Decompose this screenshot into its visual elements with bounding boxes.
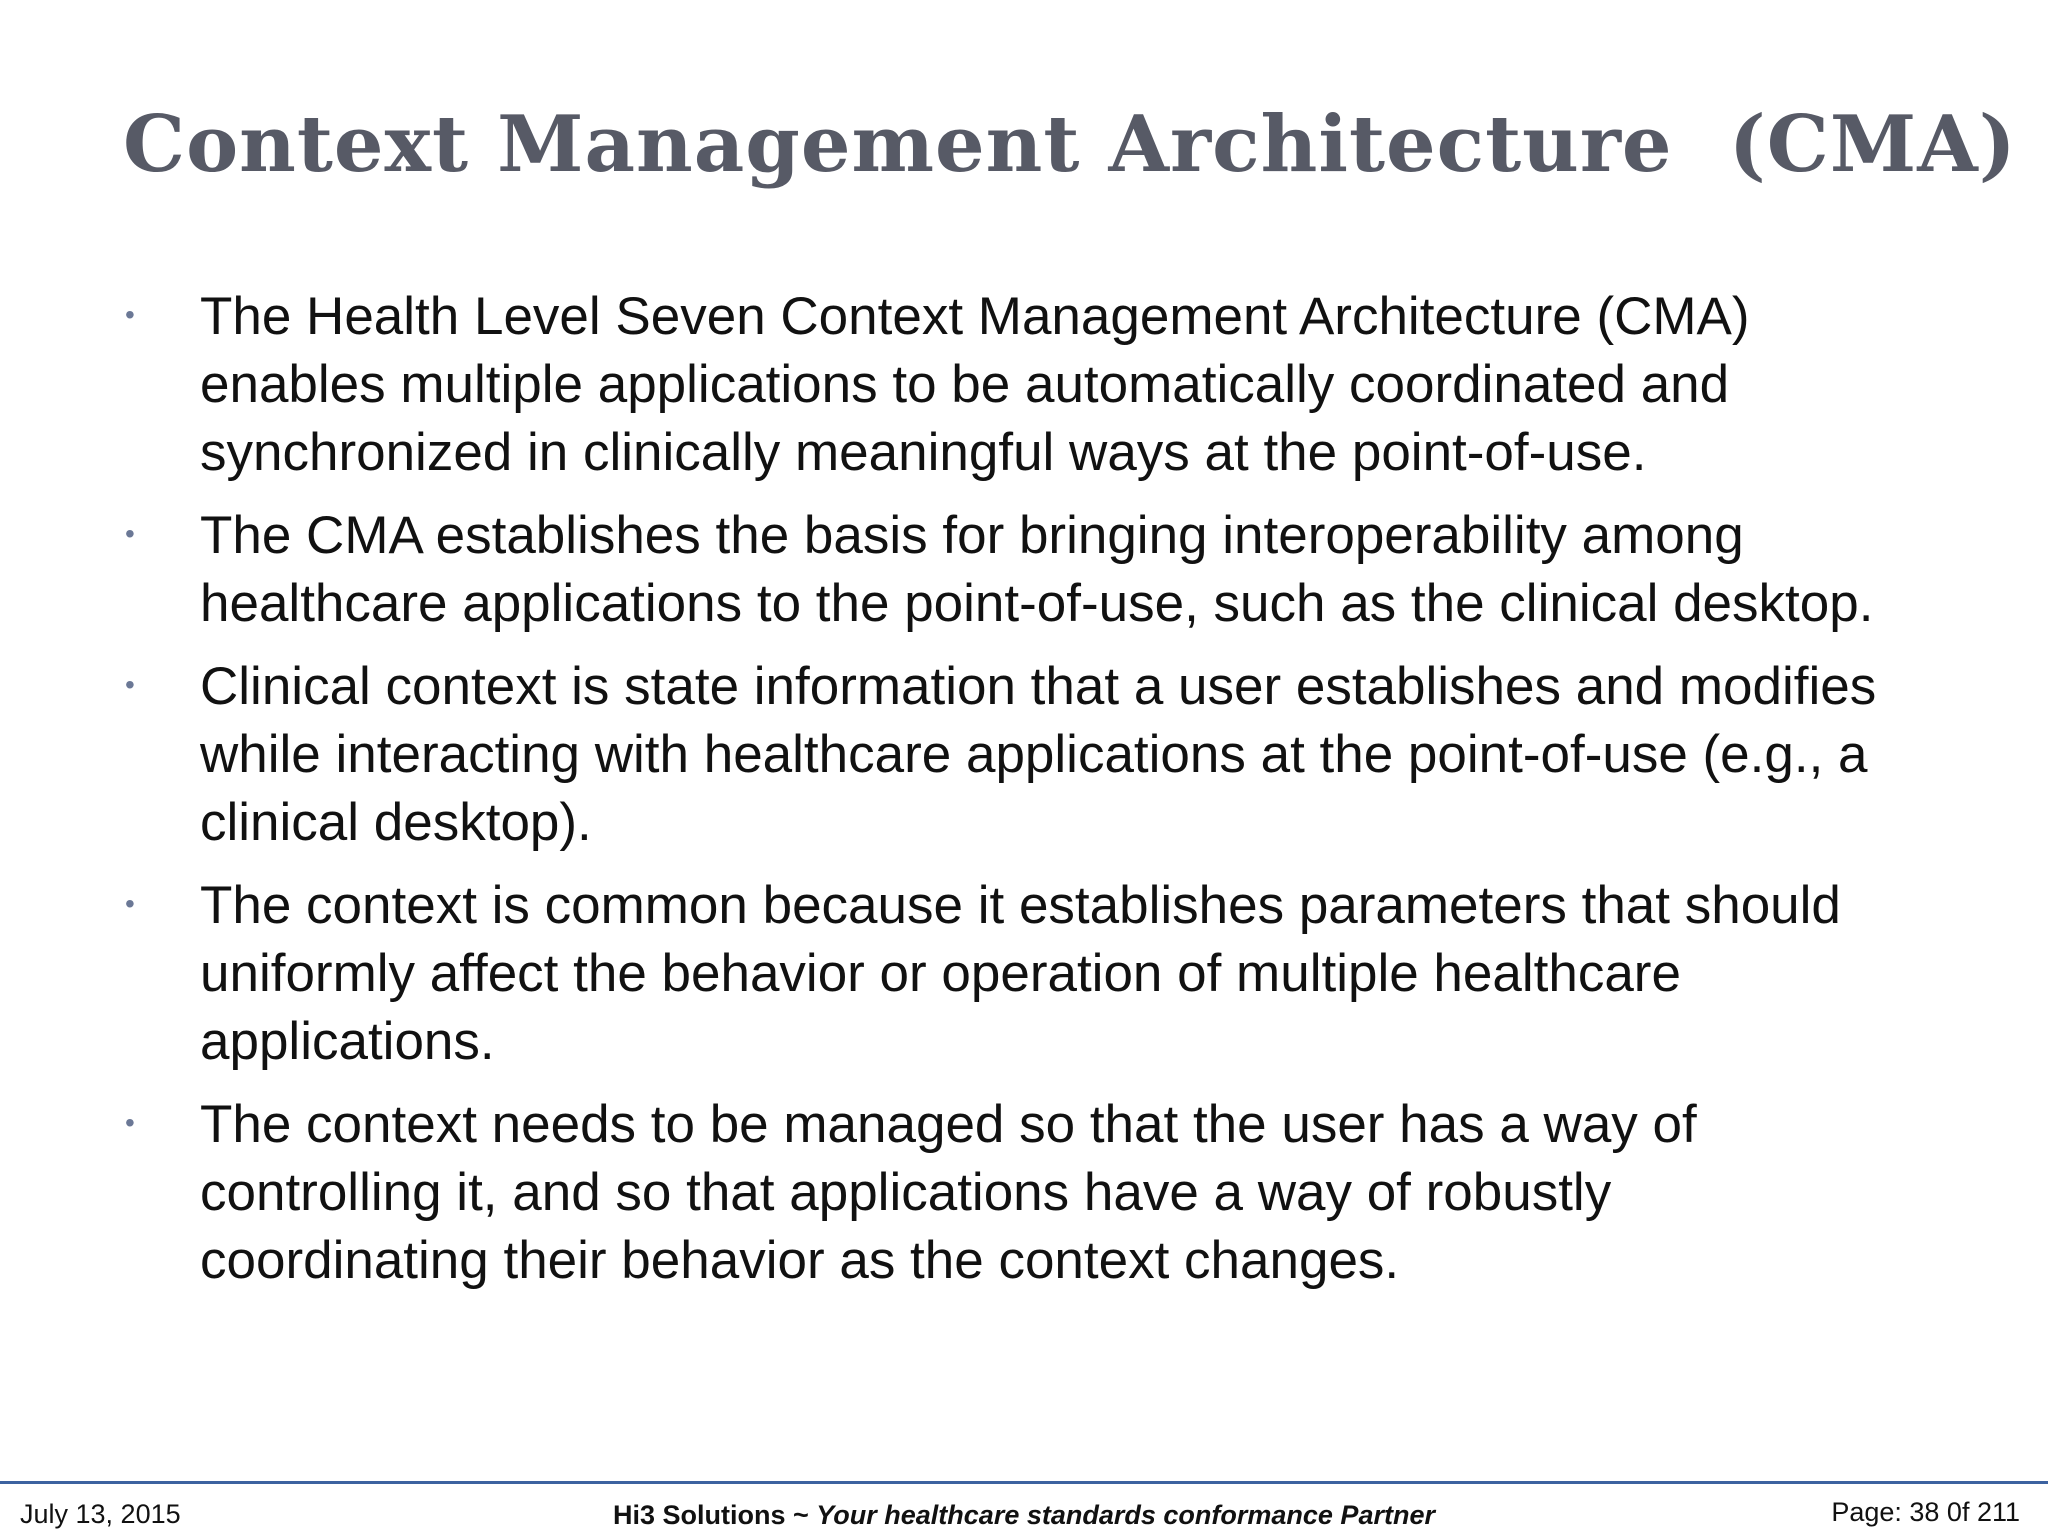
bullet-icon: • (125, 669, 135, 700)
bullet-item (0, 1091, 1900, 1295)
bullet-icon: • (125, 888, 135, 919)
bullet-text: The Health Level Seven Context Management Architecture (CMA) enables multiple applications to be automatically coordinated and synchronized in clinically meaningful ways at the point-of-use. (200, 287, 1750, 482)
bullet-text: Clinical context is state information that a user establishes and modifies while interacting with healthcare applications at the point-of-use (e.g., a clinical desktop). (200, 657, 1877, 852)
bullet-text: The context is common because it establishes parameters that should uniformly affect the behavior or operation of multiple healthcare applications. (200, 876, 1841, 1071)
bullet-item (0, 872, 1900, 1076)
bullet-text: The context needs to be managed so that the user has a way of controlling it, and so that applications have a way of robustly coordinating their behavior as the context changes. (200, 1095, 1697, 1290)
bullet-item (0, 502, 1900, 638)
footer-date: July 13, 2015 (20, 1499, 181, 1529)
bullet-icon: • (125, 299, 135, 330)
bullet-item (0, 653, 1900, 857)
footer-tagline: Your healthcare standards conformance Partner (816, 1500, 1435, 1530)
bullet-icon: • (125, 518, 135, 549)
footer-divider (0, 1481, 2048, 1484)
bullet-list (0, 283, 1900, 1310)
bullet-item (0, 283, 1900, 487)
footer-company: Hi3 Solutions ~ (613, 1500, 817, 1530)
bullet-icon: • (125, 1107, 135, 1138)
footer-company-line (0, 1500, 2048, 1531)
page-number: Page: 38 0f 211 (1831, 1497, 2020, 1527)
bullet-text: The CMA establishes the basis for bringing interoperability among healthcare applications to the point-of-use, such as the clinical desktop. (200, 506, 1874, 633)
slide-title: Context Management Architecture (CMA) (123, 99, 2017, 190)
